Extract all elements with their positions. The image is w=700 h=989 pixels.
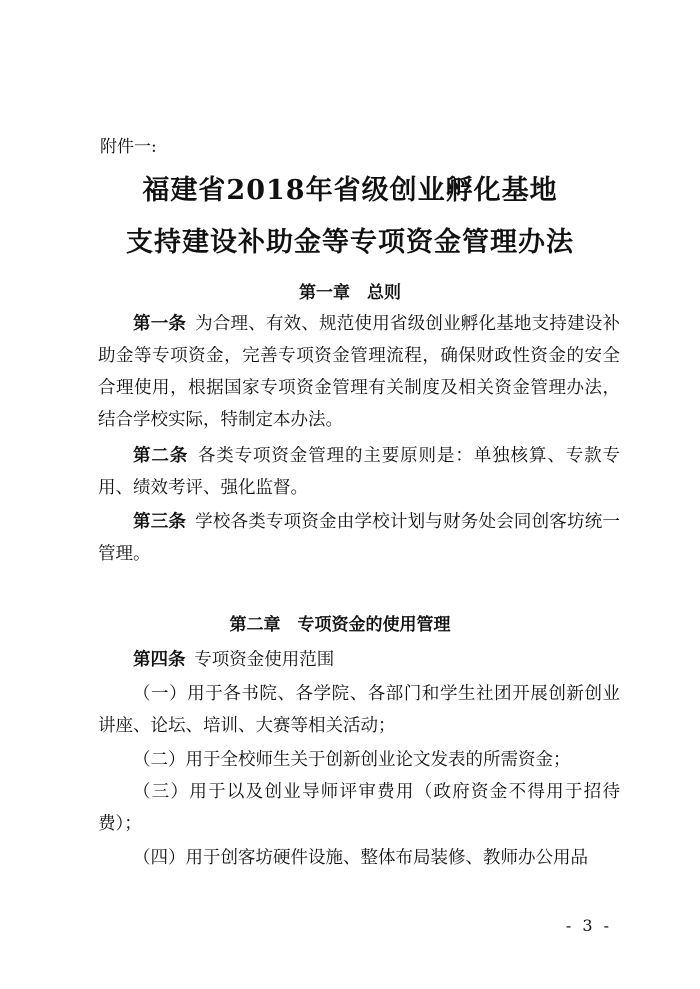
document-title-line-1: 福建省2018年省级创业孵化基地 [142, 175, 558, 206]
article-3 [98, 506, 620, 570]
article-4-item-1: （一）用于各书院、各学院、各部门和学生社团开展创新创业讲座、论坛、培训、大赛等相关活动； [98, 684, 620, 736]
article-4-label: 第四条 [133, 650, 186, 670]
article-4-text: 专项资金使用范围 [194, 650, 335, 670]
article-1-text: 为合理、有效、规范使用省级创业孵化基地支持建设补助金等专项资金，完善专项资金管理流程，确保财政性资金的安全合理使用，根据国家专项资金管理有关制度及相关资金管理办法，结合学校实际，特制定本办法。 [98, 314, 620, 430]
article-4-item-3: （三）用于以及创业导师评审费用（政府资金不得用于招待费）； [98, 782, 620, 834]
chapter-2-heading: 第二章 专项资金的使用管理 [229, 615, 451, 635]
article-1-label: 第一条 [133, 314, 187, 334]
article-4-item-4: （四）用于创客坊硬件设施、整体布局装修、教师办公用品 [133, 848, 588, 868]
article-2-label: 第二条 [133, 446, 189, 466]
article-3-label: 第三条 [133, 512, 187, 532]
attachment-label: 附件一: [100, 137, 157, 157]
article-4 [98, 644, 620, 676]
article-1 [98, 308, 620, 436]
document-title-line-2: 支持建设补助金等专项资金管理办法 [126, 227, 574, 258]
article-2 [98, 440, 620, 504]
page-number: - 3 - [565, 916, 612, 935]
article-2-text: 各类专项资金管理的主要原则是：单独核算、专款专用、绩效考评、强化监督。 [98, 446, 621, 498]
article-3-text: 学校各类专项资金由学校计划与财务处会同创客坊统一管理。 [98, 512, 620, 564]
article-4-item-2: （二）用于全校师生关于创新创业论文发表的所需资金； [133, 750, 571, 770]
chapter-1-heading: 第一章 总则 [299, 283, 401, 303]
